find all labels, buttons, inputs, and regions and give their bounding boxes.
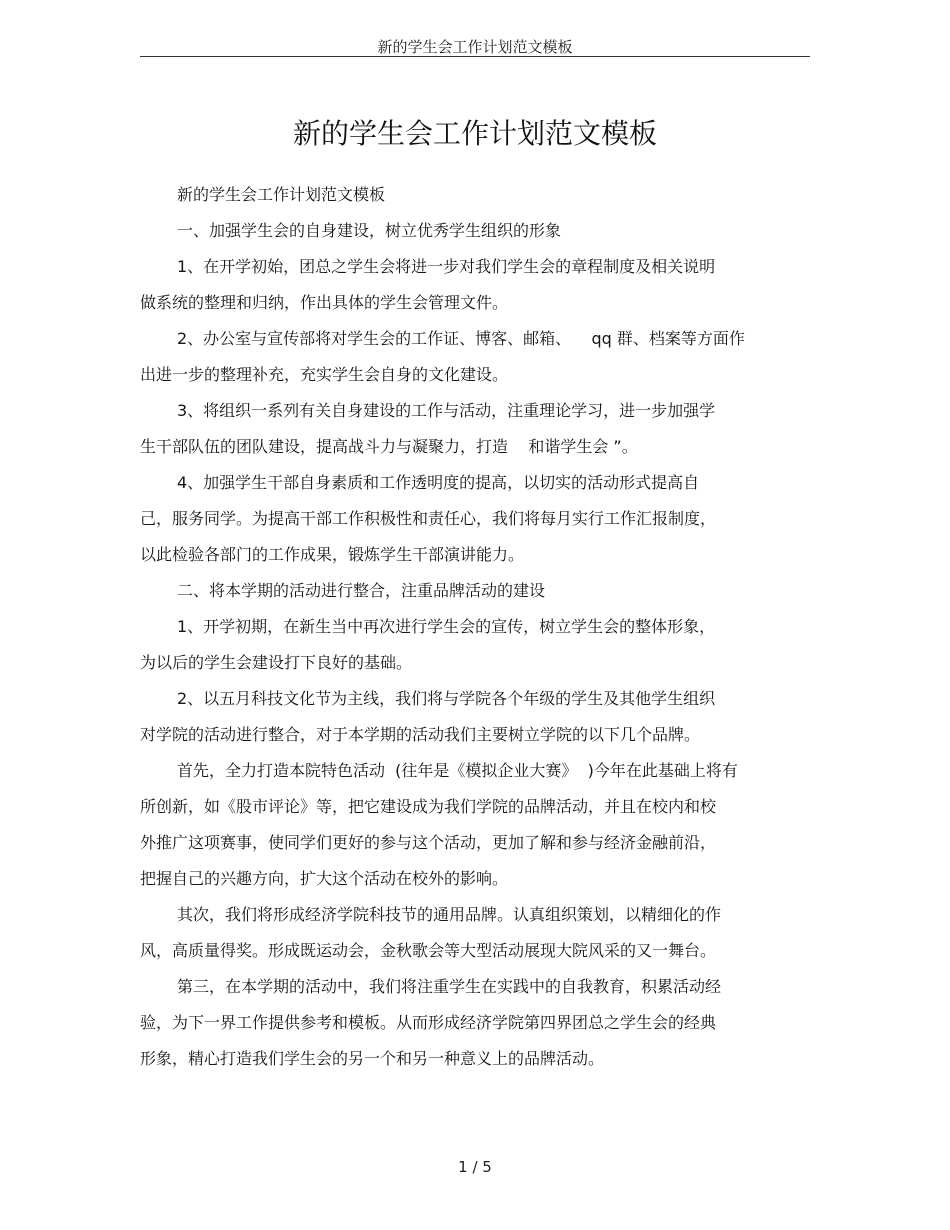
text-line: 1、在开学初始，团总之学生会将进一步对我们学生会的章程制度及相关说明 xyxy=(177,257,716,276)
text-line: 首先，全力打造本院特色活动 (往年是《模拟企业大赛》 )今年在此基础上将有 xyxy=(177,761,738,780)
text-line: 其次，我们将形成经济学院科技节的通用品牌。认真组织策划，以精细化的作 xyxy=(177,905,722,924)
text-line: 二、将本学期的活动进行整合，注重品牌活动的建设 xyxy=(177,581,546,600)
text-line: 生干部队伍的团队建设，提高战斗力与凝聚力，打造 和谐学生会 ”。 xyxy=(140,437,638,456)
text-line: 风，高质量得奖。形成既运动会，金秋歌会等大型活动展现大院风采的又一舞台。 xyxy=(140,941,717,960)
text-line: 己，服务同学。为提高干部工作积极性和责任心，我们将每月实行工作汇报制度， xyxy=(140,509,717,528)
text-line: 把握自己的兴趣方向，扩大这个活动在校外的影响。 xyxy=(140,869,509,888)
document-title: 新的学生会工作计划范文模板 xyxy=(292,117,657,150)
text-line: 新的学生会工作计划范文模板 xyxy=(177,185,386,204)
text-line: 4、加强学生干部自身素质和工作透明度的提高，以切实的活动形式提高自 xyxy=(177,473,700,492)
text-line: 一、加强学生会的自身建设，树立优秀学生组织的形象 xyxy=(177,221,562,240)
text-line: 3、将组织一系列有关自身建设的工作与活动，注重理论学习，进一步加强学 xyxy=(177,401,716,420)
header-divider xyxy=(140,56,810,57)
text-line: 为以后的学生会建设打下良好的基础。 xyxy=(140,653,413,672)
text-line: 1、开学初期，在新生当中再次进行学生会的宣传，树立学生会的整体形象， xyxy=(177,617,716,636)
text-line: 2、以五月科技文化节为主线，我们将与学院各个年级的学生及其他学生组织 xyxy=(177,689,716,708)
text-line: 第三，在本学期的活动中，我们将注重学生在实践中的自我教育，积累活动经 xyxy=(177,977,722,996)
document-body xyxy=(140,180,810,1080)
running-header: 新的学生会工作计划范文模板 xyxy=(377,38,573,56)
text-line: 出进一步的整理补充，充实学生会自身的文化建设。 xyxy=(140,365,509,384)
text-line: 所创新，如《股市评论》等，把它建设成为我们学院的品牌活动，并且在校内和校 xyxy=(140,797,717,816)
text-line: 外推广这项赛事，使同学们更好的参与这个活动，更加了解和参与经济金融前沿， xyxy=(140,833,717,852)
text-line: 形象，精心打造我们学生会的另一个和另一种意义上的品牌活动。 xyxy=(140,1049,605,1068)
text-line: 2、办公室与宣传部将对学生会的工作证、博客、邮箱、 qq 群、档案等方面作 xyxy=(177,329,745,348)
text-line: 验，为下一界工作提供参考和模板。从而形成经济学院第四界团总之学生会的经典 xyxy=(140,1013,717,1032)
text-line: 做系统的整理和归纳，作出具体的学生会管理文件。 xyxy=(140,293,509,312)
text-line: 以此检验各部门的工作成果，锻炼学生干部演讲能力。 xyxy=(140,545,525,564)
text-line: 对学院的活动进行整合，对于本学期的活动我们主要树立学院的以下几个品牌。 xyxy=(140,725,701,744)
page-number: 1 / 5 xyxy=(458,1158,492,1176)
